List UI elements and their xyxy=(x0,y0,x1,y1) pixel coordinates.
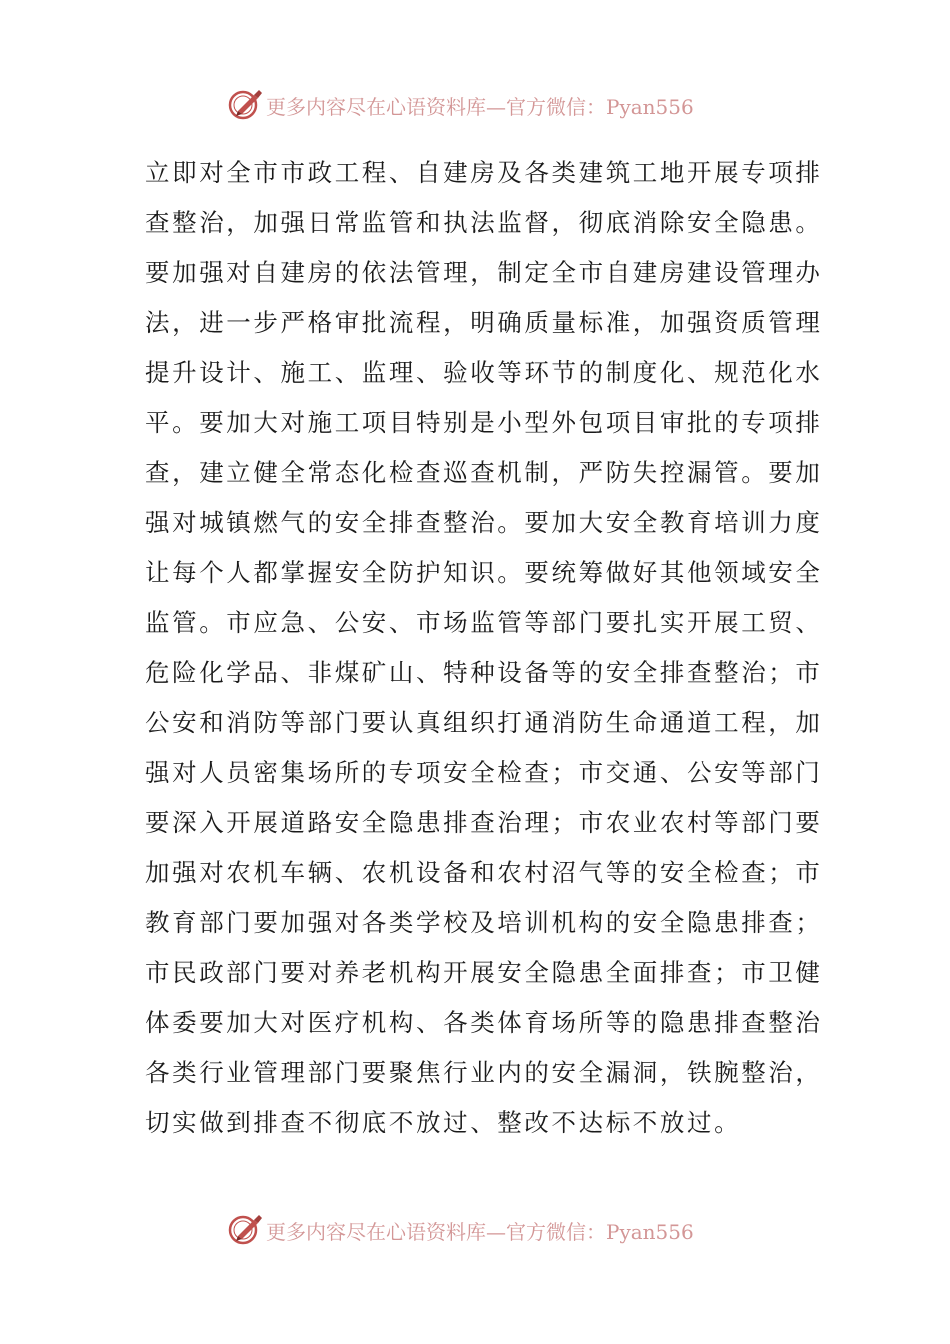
text-line: 公安和消防等部门要认真组织打通消防生命通道工程，加 xyxy=(145,708,823,737)
banner-text: 更多内容尽在心语资料库—官方微信：Pyan556 xyxy=(266,94,694,119)
pen-logo-icon xyxy=(228,87,264,123)
text-line: 强对城镇燃气的安全排查整治。要加大安全教育培训力度 xyxy=(145,508,823,537)
text-line: 查整治，加强日常监管和执法监督，彻底消除安全隐患。 xyxy=(145,208,823,237)
text-line: 让每个人都掌握安全防护知识。要统筹做好其他领域安全 xyxy=(145,558,823,587)
pen-logo-icon xyxy=(228,1212,264,1248)
text-line: 要深入开展道路安全隐患排查治理；市农业农村等部门要 xyxy=(145,808,823,837)
header-banner xyxy=(228,86,694,124)
banner-text: 更多内容尽在心语资料库—官方微信：Pyan556 xyxy=(266,1219,694,1244)
text-line: 法，进一步严格审批流程，明确质量标准，加强资质管理 xyxy=(145,308,823,337)
text-line: 提升设计、施工、监理、验收等环节的制度化、规范化水 xyxy=(145,358,823,387)
text-line: 教育部门要加强对各类学校及培训机构的安全隐患排查； xyxy=(145,908,823,937)
document-body xyxy=(145,148,823,1148)
text-line: 市民政部门要对养老机构开展安全隐患全面排查；市卫健 xyxy=(145,958,823,987)
text-line: 立即对全市市政工程、自建房及各类建筑工地开展专项排 xyxy=(145,158,823,187)
text-line: 危险化学品、非煤矿山、特种设备等的安全排查整治；市 xyxy=(145,658,823,687)
text-line: 强对人员密集场所的专项安全检查；市交通、公安等部门 xyxy=(145,758,823,787)
footer-banner xyxy=(228,1211,694,1249)
text-line: 查，建立健全常态化检查巡查机制，严防失控漏管。要加 xyxy=(145,458,823,487)
text-line: 加强对农机车辆、农机设备和农村沼气等的安全检查；市 xyxy=(145,858,823,887)
text-line: 要加强对自建房的依法管理，制定全市自建房建设管理办 xyxy=(145,258,823,287)
text-line: 各类行业管理部门要聚焦行业内的安全漏洞，铁腕整治， xyxy=(145,1058,823,1087)
text-line: 切实做到排查不彻底不放过、整改不达标不放过。 xyxy=(145,1108,742,1137)
text-line: 体委要加大对医疗机构、各类体育场所等的隐患排查整治 xyxy=(145,1008,823,1037)
text-line: 监管。市应急、公安、市场监管等部门要扎实开展工贸、 xyxy=(145,608,823,637)
text-line: 平。要加大对施工项目特别是小型外包项目审批的专项排 xyxy=(145,408,823,437)
